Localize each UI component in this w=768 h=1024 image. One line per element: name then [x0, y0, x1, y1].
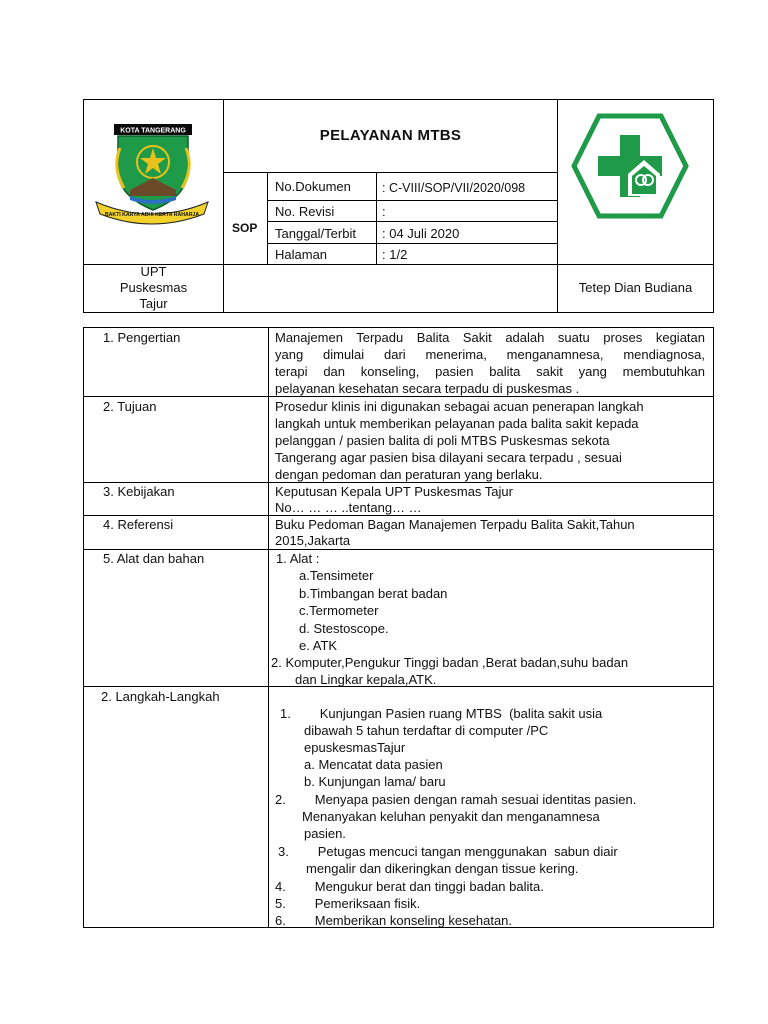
org-line-2: Puskesmas: [119, 280, 188, 295]
section-label-referensi: 4. Referensi: [103, 517, 174, 532]
field-label-no-dokumen: No.Dokumen: [275, 179, 351, 194]
field-value-tanggal: : 04 Juli 2020: [382, 226, 460, 241]
section-label-langkah: 2. Langkah-Langkah: [101, 689, 220, 704]
field-label-tanggal: Tanggal/Terbit: [275, 226, 356, 241]
tujuan-line-4: Tangerang agar pasien bisa dilayani secara terpadu , sesuai: [275, 450, 622, 465]
langkah-line-2: dibawah 5 tahun terdaftar di computer /PC: [304, 723, 549, 738]
field-value-no-dokumen: : C-VIII/SOP/VII/2020/098: [382, 181, 526, 195]
langkah-line-7: Menanyakan keluhan penyakit dan menganamnesa: [302, 809, 600, 824]
langkah-line-10: mengalir dan dikeringkan dengan tissue kering.: [306, 861, 579, 876]
langkah-line-12: 5. Pemeriksaan fisik.: [275, 896, 421, 911]
svg-text:KOTA TANGERANG: KOTA TANGERANG: [120, 127, 186, 135]
kota-tangerang-logo: [94, 118, 210, 230]
field-value-no-revisi: :: [382, 204, 386, 219]
langkah-line-13: 6. Memberikan konseling kesehatan.: [275, 913, 513, 928]
langkah-line-4: a. Mencatat data pasien: [304, 757, 443, 772]
referensi-line-2: 2015,Jakarta: [275, 533, 351, 548]
signer-name: Tetep Dian Budiana: [578, 280, 693, 295]
section-label-kebijakan: 3. Kebijakan: [103, 484, 175, 499]
document-title: PELAYANAN MTBS: [319, 127, 462, 144]
langkah-line-11: 4. Mengukur berat dan tinggi badan balita.: [275, 879, 544, 894]
field-label-no-revisi: No. Revisi: [275, 204, 335, 219]
field-value-halaman: : 1/2: [382, 247, 408, 262]
section-label-tujuan: 2. Tujuan: [103, 399, 157, 414]
tujuan-line-3: pelanggan / pasien balita di poli MTBS Puskesmas sekota: [275, 433, 610, 448]
logo-ribbon-text: BAKTI KARYA ADHI KERTA RAHARJA: [104, 212, 200, 218]
langkah-line-6: 2. Menyapa pasien dengan ramah sesuai identitas pasien.: [275, 792, 637, 807]
alat-line-5: d. Stestoscope.: [299, 621, 389, 636]
tujuan-line-5: dengan pedoman dan peraturan yang berlaku.: [275, 467, 543, 482]
pengertian-line-1: Manajemen Terpadu Balita Sakit adalah suatu proses kegiatan: [275, 330, 705, 345]
langkah-line-1: 1. Kunjungan Pasien ruang MTBS (balita sakit usia: [280, 706, 603, 721]
langkah-line-5: b. Kunjungan lama/ baru: [304, 774, 446, 789]
referensi-line-1: Buku Pedoman Bagan Manajemen Terpadu Balita Sakit,Tahun: [275, 517, 635, 532]
alat-line-3: b.Timbangan berat badan: [299, 586, 448, 601]
org-line-3: Tajur: [139, 296, 168, 311]
alat-line-1: 1. Alat :: [276, 551, 320, 566]
alat-line-6: e. ATK: [299, 638, 338, 653]
alat-line-8: dan Lingkar kepala,ATK.: [295, 672, 437, 687]
tujuan-line-2: langkah untuk memberikan pelayanan pada balita sakit kepada: [275, 416, 639, 431]
org-line-1: UPT: [140, 264, 167, 279]
langkah-line-9: 3. Petugas mencuci tangan menggunakan sabun diair: [278, 844, 618, 859]
kebijakan-line-2: No… … … ..tentang… …: [275, 500, 422, 515]
section-label-pengertian: 1. Pengertian: [103, 330, 181, 345]
tujuan-line-1: Prosedur klinis ini digunakan sebagai acuan penerapan langkah: [275, 399, 644, 414]
section-label-alat-dan-bahan: 5. Alat dan bahan: [103, 551, 205, 566]
langkah-line-3: epuskesmasTajur: [304, 740, 406, 755]
langkah-line-8: pasien.: [304, 826, 346, 841]
field-label-halaman: Halaman: [275, 247, 328, 262]
alat-line-7: 2. Komputer,Pengukur Tinggi badan ,Berat badan,suhu badan: [271, 655, 629, 670]
puskesmas-logo: [568, 110, 692, 222]
pengertian-line-3: terapi dan konseling, pasien balita sakit yang membutuhkan: [275, 364, 705, 379]
sop-label: SOP: [232, 221, 258, 235]
pengertian-line-4: pelayanan kesehatan secara terpadu di puskesmas .: [275, 381, 580, 396]
pengertian-line-2: yang dimulai dari menerima, menganamnesa, mendiagnosa,: [275, 347, 705, 362]
kebijakan-line-1: Keputusan Kepala UPT Puskesmas Tajur: [275, 484, 513, 499]
alat-line-4: c.Termometer: [299, 603, 379, 618]
alat-line-2: a.Tensimeter: [299, 568, 374, 583]
